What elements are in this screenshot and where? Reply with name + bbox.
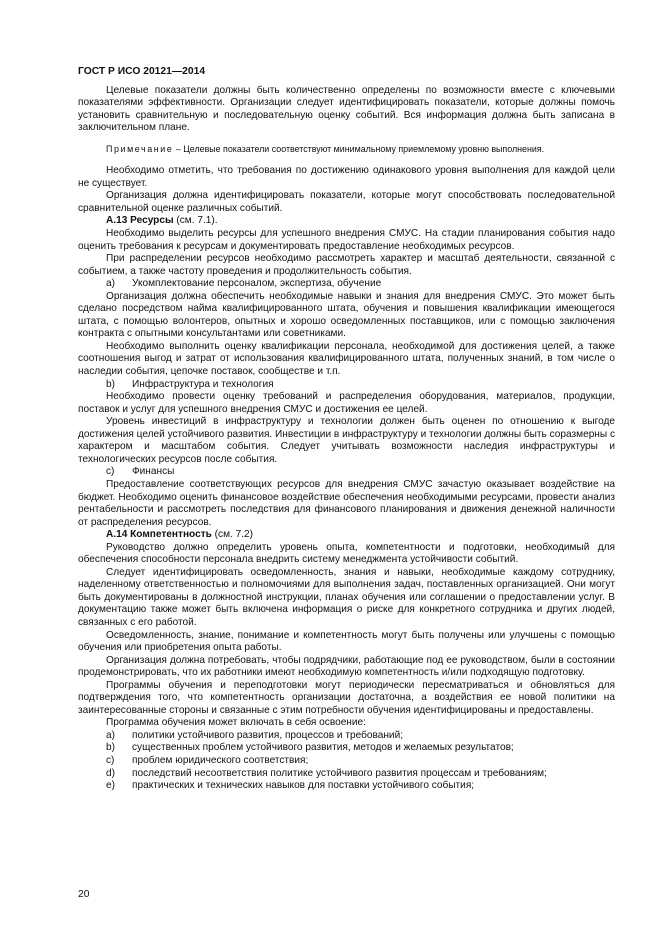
paragraph: Руководство должно определить уровень опыта, компетентности и подготовки, необходимый для обеспечения способности персонала внедрить систему менеджмента устойчивости событий. — [78, 541, 615, 566]
list-text: существенных проблем устойчивого развития, методов и желаемых результатов; — [132, 742, 514, 754]
paragraph: Необходимо выделить ресурсы для успешного внедрения СМУС. На стадии планирования события надо оценить требования к ресурсам и документировать предоставление необходимых ресурсов. — [78, 228, 615, 252]
list-text: проблем юридического соответствия; — [132, 754, 309, 766]
list-text: Финансы — [132, 466, 175, 478]
list-item — [78, 780, 615, 793]
list-item — [78, 379, 615, 392]
paragraph: Программы обучения и переподготовки могут периодически пересматриваться и обновляться для подтверждения того, что компетентность организации достаточна, а воздействия ее новой политики на заинтересованные стороны и связанные с этим потребности обучения идентифицированы и предоставлены. — [78, 679, 615, 716]
paragraph: Программа обучения может включать в себя освоение: — [106, 717, 366, 729]
page-number: 20 — [78, 889, 90, 900]
list-text: последствий несоответствия политике устойчивого развития процессам и требованиям; — [132, 767, 547, 779]
list-text: Инфраструктура и технология — [132, 378, 274, 390]
note — [78, 143, 615, 156]
list-text: политики устойчивого развития, процессов и требований; — [132, 729, 404, 741]
paragraph: Необходимо провести оценку требований и распределения оборудования, материалов, продукции, поставок и услуг для успешного внедрения СМУС и достижения ее целей. — [78, 391, 615, 415]
list-marker: е) — [106, 780, 115, 792]
paragraph: Уровень инвестиций в инфраструктуру и технологии должен быть оценен по отношению к выгоде достижения целей устойчивого развития. Инвестиции в инфраструктуру и технологии должны быть соразмерны с характером и масштабом события. Следует учитывать возможности наследия инфраструктуры и технологических ресурсов после события. — [78, 416, 615, 465]
paragraph: Организация должна потребовать, чтобы подрядчики, работающие под ее руководством, были в состоянии продемонстрировать, что их работники имеют необходимую компетентность и/или подходящую подготовку. — [78, 654, 615, 679]
section-title: А.14 Компетентность — [106, 529, 212, 541]
paragraph: Организация должна обеспечить необходимые навыки и знания для внедрения СМУС. Это может быть сделано посредством найма квалифицированного штата, обучения и повышения квалификации имеющегося штата, с помощью волонтеров, опытных и хорошо осведомленных поставщиков, или с помощью заключения контракта с опытными консультантами или советниками. — [78, 290, 615, 340]
list-item — [78, 466, 615, 479]
paragraph: Следует идентифицировать осведомленность, знания и навыки, необходимые каждому сотруднику, наделенному ответственностью и полномочиями для выполнения задач, поставленных организацией. Они могут быть документированы в должностной инструкции, планах обучения или соглашении о предоставлении услуг. В документацию также может быть включена информация о риске для конкретного сотрудника и других людей, связанных с его работой. — [78, 566, 615, 628]
note-label: Примечание — [106, 143, 174, 154]
list-marker: d) — [106, 767, 115, 779]
list-item — [78, 768, 615, 781]
list-item — [78, 755, 615, 768]
list-text: практических и технических навыков для поставки устойчивого события; — [132, 780, 475, 792]
section-heading-a13 — [78, 215, 615, 228]
paragraph: Необходимо выполнить оценку квалификации персонала, необходимой для достижения целей, а также соотношения выгод и затрат от использования квалифицированного штата, полученных знаний, в том числе о наследии события, цепочке поставок, сообществе и т.п. — [78, 340, 615, 378]
list-text: Укомплектование персоналом, экспертиза, обучение — [132, 278, 382, 290]
list-item — [78, 742, 615, 755]
paragraph: При распределении ресурсов необходимо рассмотреть характер и масштаб деятельности, связанной с событием, а также частоту проведения и продолжительность события. — [78, 253, 615, 277]
section-ref: (см. 7.1). — [173, 215, 218, 227]
list-marker: с) — [106, 754, 115, 766]
paragraph: Необходимо отметить, что требования по достижению одинакового уровня выполнения для каждой цели не существует. — [78, 165, 615, 189]
list-marker: а) — [106, 729, 115, 741]
list-marker: b) — [106, 742, 115, 754]
section-heading-a14 — [78, 529, 615, 542]
paragraph: Предоставление соответствующих ресурсов для внедрения СМУС зачастую оказывает воздействие на бюджет. Необходимо оценить финансовое воздействие обеспечения необходимыми ресурсами, провести анализ рентабельности и рассмотреть последствия для финансового планирования и движения денежной наличности от распределения ресурсов. — [78, 478, 615, 528]
list-item — [78, 278, 615, 291]
paragraph: Осведомленность, знание, понимание и компетентность могут быть получены или улучшены с помощью обучения или приобретения опыта работы. — [78, 629, 615, 654]
document-header: ГОСТ Р ИСО 20121—2014 — [78, 66, 206, 77]
list-marker: а) — [106, 278, 115, 290]
section-title: А.13 Ресурсы — [106, 215, 174, 227]
intro-paragraph: Целевые показатели должны быть количественно определены по возможности вместе с ключевыми показателями эффективности. Организации следует идентифицировать показатели, которые должны помочь установить сравнительную и последовательную оценку событий. Вся информация должна быть записана в заключительном плане. — [78, 84, 615, 134]
list-marker: с) — [106, 466, 115, 478]
list-item — [78, 730, 615, 743]
paragraph: Организация должна идентифицировать показатели, которые могут способствовать последовательной сравнительной оценке различных событий. — [78, 190, 615, 214]
section-ref: (см. 7.2) — [211, 529, 254, 541]
note-text: – Целевые показатели соответствуют минимальному приемлемому уровню выполнения. — [173, 143, 545, 154]
list-marker: b) — [106, 378, 115, 390]
